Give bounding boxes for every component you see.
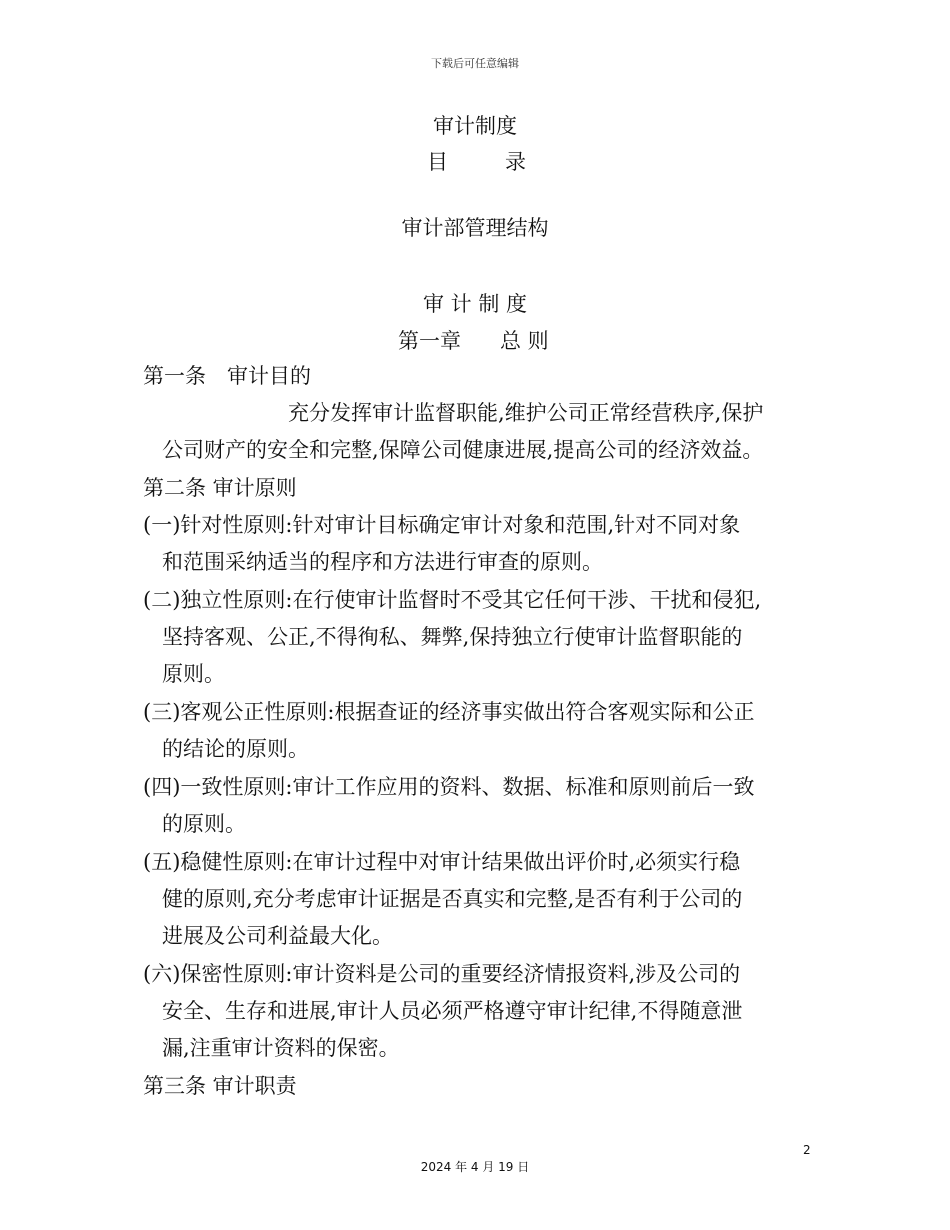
footer-date: 2024 年 4 月 19 日 xyxy=(420,1160,530,1174)
article1-line2: 公司财产的安全和完整,保障公司健康进展,提高公司的经济效益。 xyxy=(162,438,764,462)
principle-4-line2: 的原则。 xyxy=(162,812,246,836)
principle-5-line1: (五)稳健性原则:在审计过程中对审计结果做出评价时,必须实行稳 xyxy=(143,850,741,874)
principle-6-line1: (六)保密性原则:审计资料是公司的重要经济情报资料,涉及公司的 xyxy=(143,962,741,986)
principle-2-line2: 坚持客观、公正,不得徇私、舞弊,保持独立行使审计监督职能的 xyxy=(162,625,743,649)
chapter-number: 第一章 xyxy=(398,329,461,353)
page-number: 2 xyxy=(803,1143,811,1157)
principle-6-line3: 漏,注重审计资料的保密。 xyxy=(162,1036,400,1060)
article3-heading: 第三条 审计职责 xyxy=(143,1074,297,1098)
principle-3-line1: (三)客观公正性原则:根据查证的经济事实做出符合客观实际和公正 xyxy=(143,700,755,724)
article2-heading: 第二条 审计原则 xyxy=(143,476,297,500)
principle-6-line2: 安全、生存和进展,审计人员必须严格遵守审计纪律,不得随意泄 xyxy=(162,999,743,1023)
chapter-name: 总 则 xyxy=(500,329,549,353)
structure-title: 审计部管理结构 xyxy=(401,216,549,240)
article1-heading: 第一条 审计目的 xyxy=(143,364,311,388)
principle-1-line1: (一)针对性原则:针对审计目标确定审计对象和范围,针对不同对象 xyxy=(143,513,741,537)
principle-3-line2: 的结论的原则。 xyxy=(162,737,309,761)
document-title: 审计制度 xyxy=(433,114,517,138)
principle-2-line1: (二)独立性原则:在行使审计监督时不受其它任何干涉、干扰和侵犯, xyxy=(143,588,762,612)
principle-5-line2: 健的原则,充分考虑审计证据是否真实和完整,是否有利于公司的 xyxy=(162,887,743,911)
toc-heading-left: 目 xyxy=(427,150,448,174)
section-title: 审 计 制 度 xyxy=(422,292,528,316)
principle-2-line3: 原则。 xyxy=(162,662,225,686)
principle-1-line2: 和范围采纳适当的程序和方法进行审查的原则。 xyxy=(162,550,603,574)
page-header: 下载后可任意编辑 xyxy=(431,57,519,70)
article1-line1: 充分发挥审计监督职能,维护公司正常经营秩序,保护 xyxy=(288,401,764,425)
principle-5-line3: 进展及公司利益最大化。 xyxy=(162,924,393,948)
toc-heading-right: 录 xyxy=(505,150,526,174)
principle-4-line1: (四)一致性原则:审计工作应用的资料、数据、标准和原则前后一致 xyxy=(143,775,755,799)
